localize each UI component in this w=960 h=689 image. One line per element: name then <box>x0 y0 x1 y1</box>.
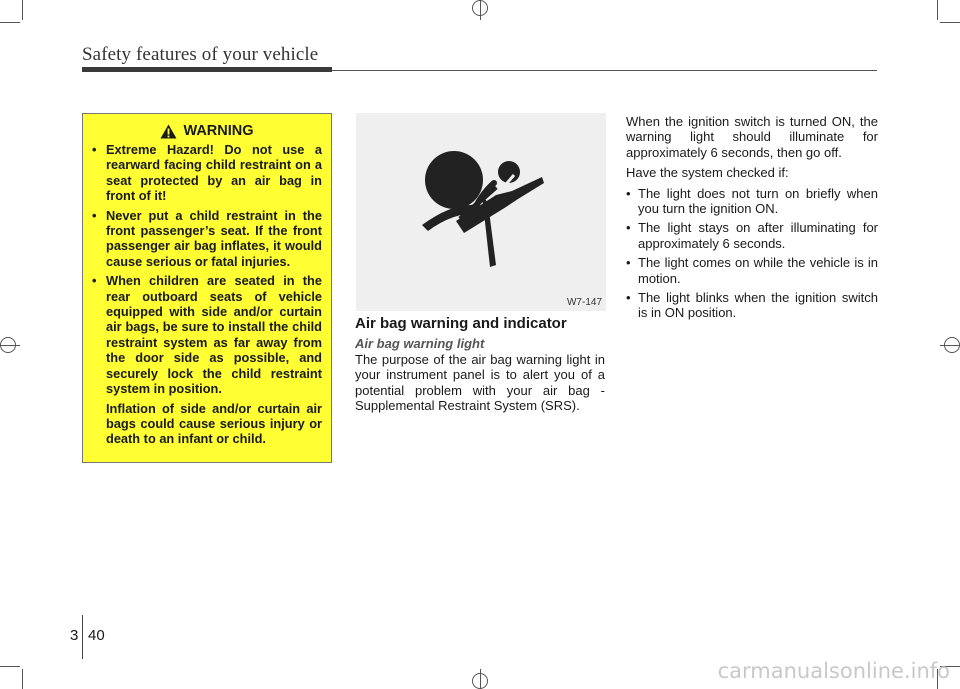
warning-note: Inflation of side and/or curtain air bags could cause serious injury or death to an infant or child. <box>106 400 322 447</box>
warning-list <box>92 142 322 397</box>
header-rule <box>82 67 332 72</box>
crop-mark <box>22 669 23 689</box>
crop-mark <box>940 22 960 23</box>
warning-heading-text: WARNING <box>183 123 254 139</box>
crop-mark <box>0 22 20 23</box>
check-item: • The light blinks when the ignition switch is in ON position. <box>626 290 878 321</box>
right-column <box>626 114 878 325</box>
warning-item: • Extreme Hazard! Do not use a rearward facing child restraint on a seat protected by an air bag in front of it! <box>92 142 322 204</box>
registration-mark-line <box>480 0 481 20</box>
check-item: • The light comes on while the vehicle is in motion. <box>626 255 878 286</box>
warning-item: • When children are seated in the rear outboard seats of vehicle equipped with side and/or curtain air bags, be sure to install the child restraint system as far away from the door side as possible, and securely lock the child restraint system in position. <box>92 273 322 396</box>
airbag-figure <box>356 113 606 311</box>
section-title: Air bag warning and indicator <box>355 315 567 332</box>
check-item: • The light stays on after illuminating for approximately 6 seconds. <box>626 220 878 251</box>
registration-mark-line <box>0 345 20 346</box>
registration-mark-line <box>940 345 960 346</box>
check-item: • The light does not turn on briefly when you turn the ignition ON. <box>626 186 878 217</box>
section-subtitle: Air bag warning light <box>355 336 485 351</box>
check-intro: Have the system checked if: <box>626 165 789 181</box>
check-list <box>626 186 878 321</box>
watermark: carmanualsonline.info <box>717 659 950 683</box>
warning-triangle-icon <box>160 124 177 139</box>
warning-box <box>82 113 332 463</box>
crop-mark <box>22 0 23 20</box>
page-number: 40 <box>88 627 105 644</box>
figure-code: W7-147 <box>566 297 602 308</box>
registration-mark-line <box>480 669 481 689</box>
airbag-warning-icon <box>356 113 606 311</box>
crop-mark <box>0 666 20 667</box>
ignition-intro: When the ignition switch is turned ON, the warning light should illuminate for approximately 6 seconds, then go off. <box>626 114 878 160</box>
header-title: Safety features of your vehicle <box>82 44 319 65</box>
crop-mark <box>937 0 938 20</box>
page-divider <box>82 615 83 659</box>
section-body: The purpose of the air bag warning light in your instrument panel is to alert you of a potential problem with your air bag - Supplemental Restraint System (SRS). <box>355 352 605 414</box>
warning-heading <box>92 123 322 139</box>
chapter-number: 3 <box>70 627 79 644</box>
header-rule-thin <box>332 70 877 71</box>
warning-item: • Never put a child restraint in the front passenger’s seat. If the front passenger air bag inflates, it would cause serious or fatal injuries. <box>92 208 322 270</box>
